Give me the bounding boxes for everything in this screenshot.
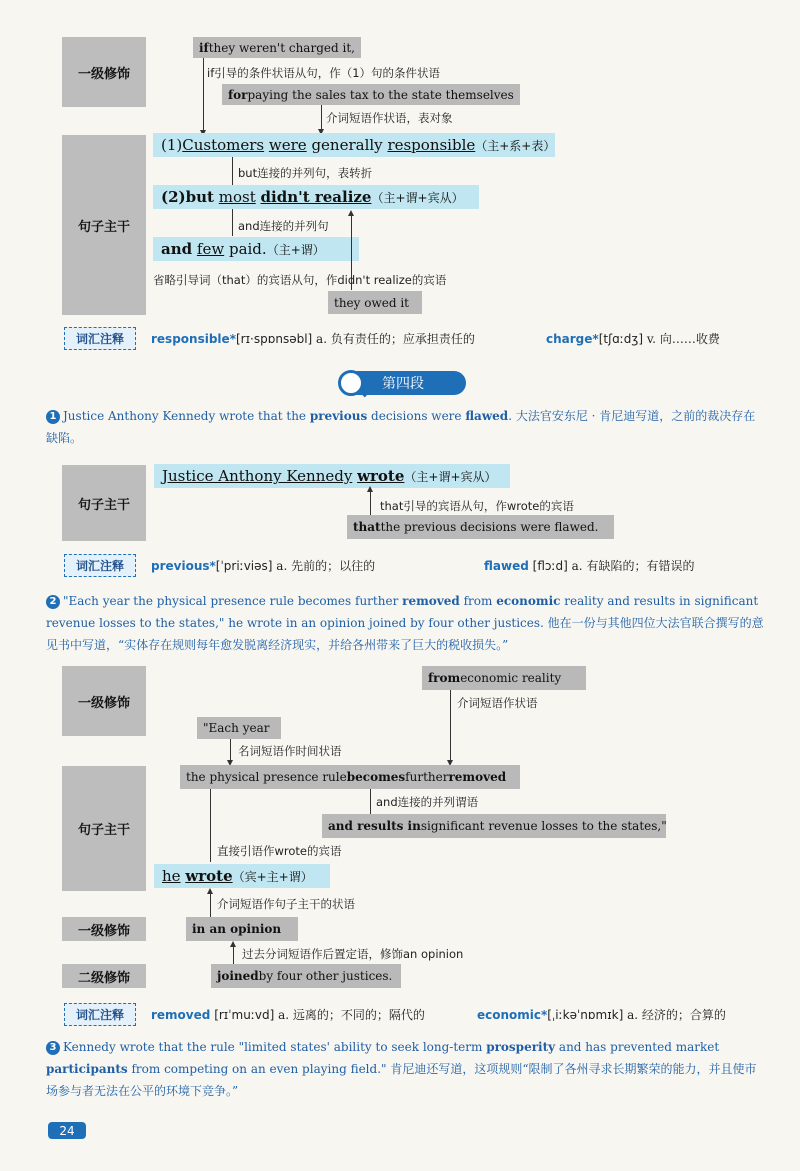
paragraph-1: 1 Justice Anthony Kennedy wrote that the previous decisions were flawed. 大法官安东尼 · 肯尼迪写道，之前的裁决存在缺陷。	[46, 409, 756, 445]
vocab-removed: removed [rɪˈmuːvd] a. 远离的；不同的；隔代的	[151, 1008, 425, 1022]
connector	[232, 209, 233, 236]
magnifier-icon	[338, 370, 364, 396]
past-note: 过去分词短语作后置定语，修饰an opinion	[242, 947, 464, 961]
sentence-1: (1) Customers were generally responsible （主+系+表）	[153, 133, 555, 157]
that-note: that引导的宾语从句，作wrote的宾语	[380, 499, 574, 513]
arrow	[370, 491, 371, 515]
for-note: 介词短语作状语，表对象	[326, 111, 453, 125]
and-predicate-note: and连接的并列谓语	[376, 795, 479, 809]
vocab-tag: 词汇注释	[64, 554, 136, 577]
label-level1-modifier: 一级修饰	[62, 917, 146, 941]
physical-presence-box: the physical presence rule becomes further removed	[180, 765, 520, 789]
vocab-responsible: responsible*[rɪ·spɒnsəbl] a. 负有责任的；应承担责任的	[151, 332, 475, 346]
vocab-tag: 词汇注释	[64, 1003, 136, 1026]
page-number: 24	[48, 1122, 86, 1139]
label-level1-modifier: 一级修饰	[62, 37, 146, 107]
vocab-economic: economic*[ˌiːkəˈnɒmɪk] a. 经济的；合算的	[477, 1008, 726, 1022]
label-level1-modifier: 一级修饰	[62, 666, 146, 736]
connector	[370, 789, 371, 814]
arrow	[233, 946, 234, 964]
from-phrase-box: from economic reality	[422, 666, 586, 690]
from-note: 介词短语作状语	[457, 696, 538, 710]
main-clause: Justice Anthony Kennedy wrote （主+谓+宾从）	[154, 464, 510, 488]
that-clause-box: that the previous decisions were flawed.	[347, 515, 614, 539]
results-box: and results in significant revenue losses to the states,"	[322, 814, 666, 838]
label-level2-modifier: 二级修饰	[62, 964, 146, 988]
but-note: but连接的并列句，表转折	[238, 166, 373, 180]
vocab-charge: charge*[tʃɑːdʒ] v. 向……收费	[546, 332, 720, 346]
connector	[210, 789, 211, 862]
vocab-tag: 词汇注释	[64, 327, 136, 350]
connector	[232, 157, 233, 185]
paragraph-2: 2 "Each year the physical presence rule becomes further removed from economic reality and results in significant revenue losses to the states," he wrote in an opinion joined by four other justices. 他在一份与其他四位大法官联合撰写的意见书中写道，“实体存在规则每年愈发脱离经济现实，并给各州带来了巨大的税收损失。”	[46, 594, 764, 652]
arrow	[321, 105, 322, 130]
vocab-previous: previous*[ˈpriːviəs] a. 先前的；以往的	[151, 559, 376, 573]
section-heading: 第四段	[342, 371, 466, 395]
if-note: if引导的条件状语从句，作（1）句的条件状语	[207, 66, 441, 80]
omit-note: 省略引导词（that）的宾语从句，作didn't realize的宾语	[153, 273, 447, 287]
each-note: 名词短语作时间状语	[238, 744, 342, 758]
if-clause-box: if they weren't charged it,	[193, 37, 361, 58]
label-sentence-trunk: 句子主干	[62, 766, 146, 891]
he-wrote-clause: he wrote （宾+主+谓）	[154, 864, 330, 888]
arrow	[450, 690, 451, 761]
owed-box: they owed it	[328, 291, 422, 314]
label-sentence-trunk: 句子主干	[62, 465, 146, 541]
label-sentence-trunk: 句子主干	[62, 135, 146, 315]
sentence-2: (2) but most didn't realize （主+谓+宾从）	[153, 185, 479, 209]
vocab-flawed: flawed [flɔːd] a. 有缺陷的；有错误的	[484, 559, 695, 573]
sentence-3: and few paid. （主+谓）	[153, 237, 359, 261]
arrow	[210, 893, 211, 917]
quote-note: 直接引语作wrote的宾语	[217, 844, 342, 858]
prep-note: 介词短语作句子主干的状语	[217, 897, 355, 911]
joined-box: joined by four other justices.	[211, 964, 401, 988]
paragraph-3: 3 Kennedy wrote that the rule "limited states' ability to seek long-term prosperity and has prevented market participants from competing on an even playing field." 肯尼迪还写道，这项规则“限制了各州寻求长期繁荣的能力，并且使市场参与者无法在公平的环境下竞争。”	[46, 1040, 757, 1098]
opinion-box: in an opinion	[186, 917, 298, 941]
arrow	[230, 739, 231, 761]
for-phrase-box: for paying the sales tax to the state themselves	[222, 84, 520, 105]
each-year-box: "Each year	[197, 717, 281, 739]
arrow	[203, 58, 204, 131]
and-note: and连接的并列句	[238, 219, 329, 233]
